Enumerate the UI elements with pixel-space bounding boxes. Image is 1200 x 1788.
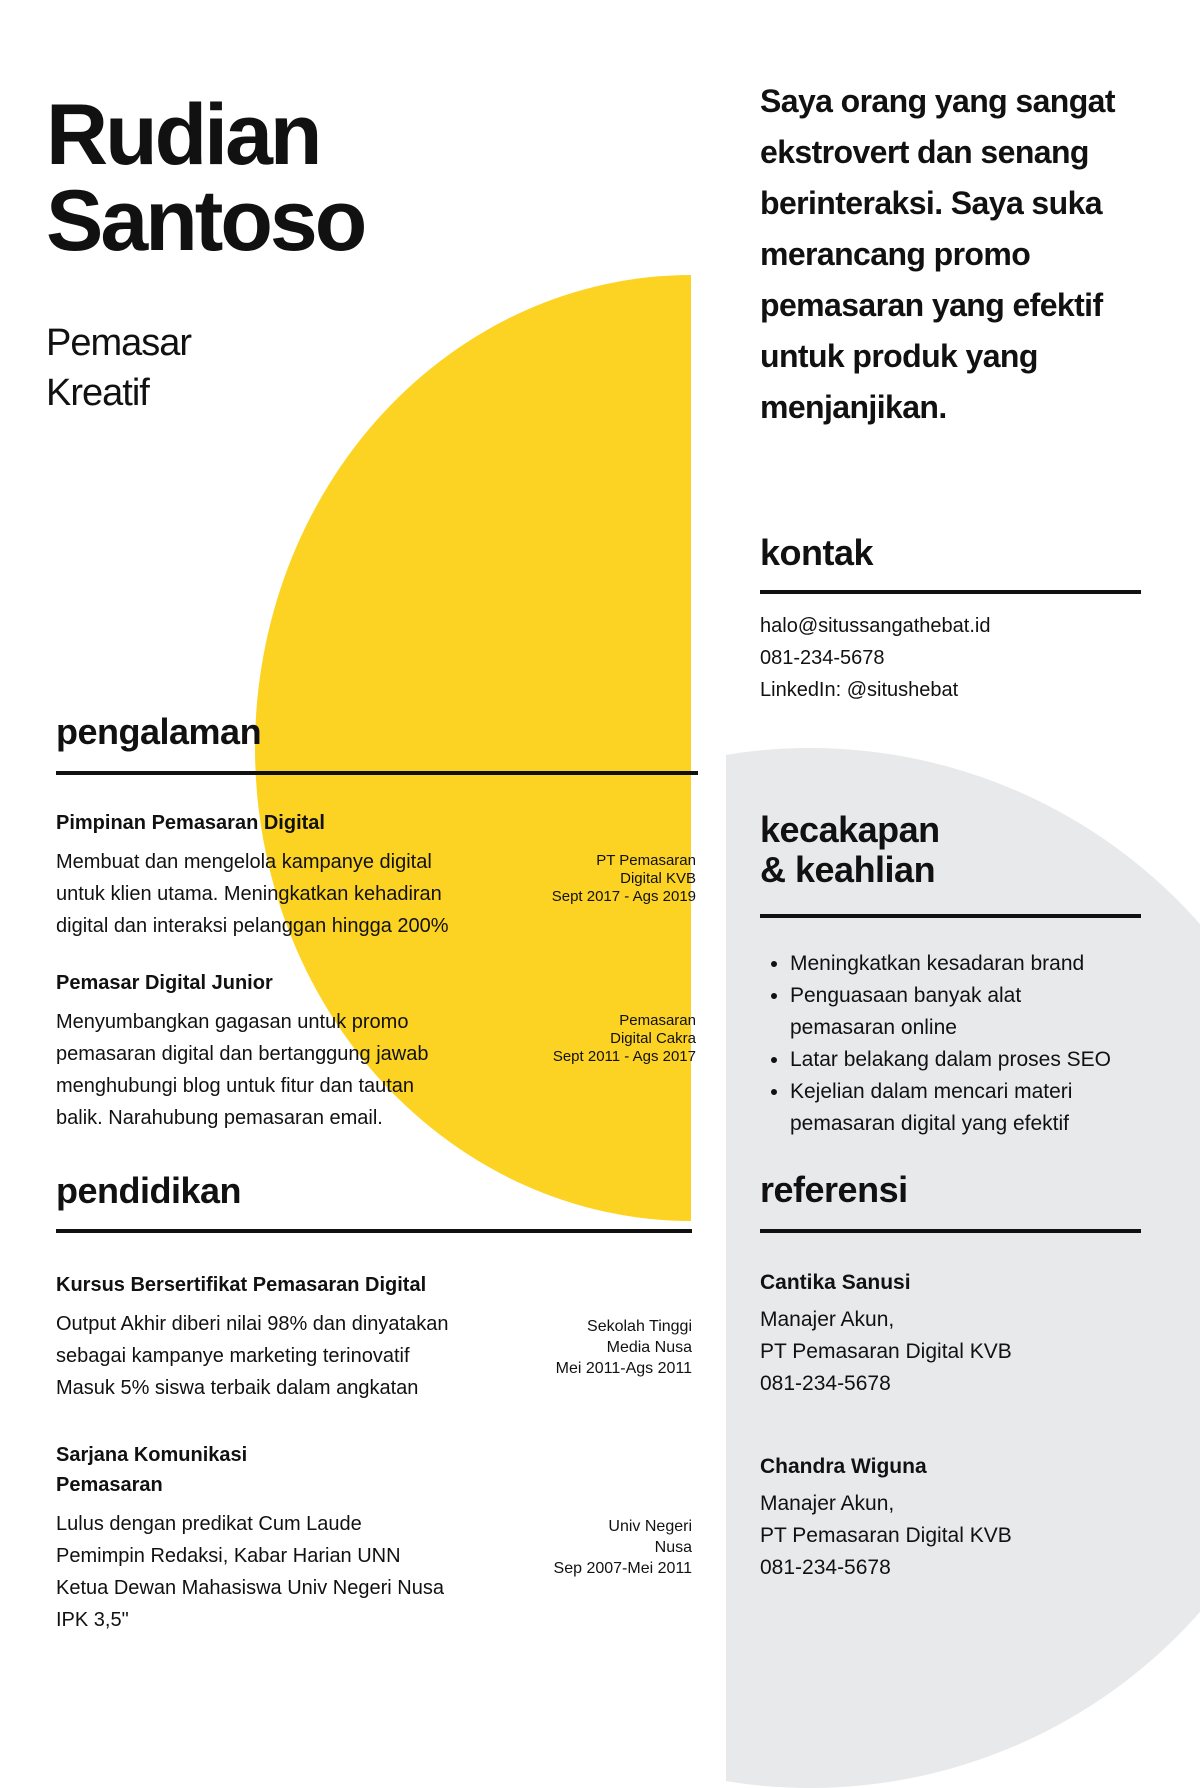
experience-description-line: pemasaran digital dan bertanggung jawab [56, 1043, 429, 1065]
skill-text: • Kejelian dalam mencari materi [790, 1080, 1073, 1103]
experience-meta [552, 852, 696, 906]
education-description-line: Pemimpin Redaksi, Kabar Harian UNN [56, 1545, 401, 1567]
reference-position: Manajer Akun, [760, 1308, 895, 1331]
education-meta-line: Media Nusa [606, 1339, 692, 1356]
skill-text: • Meningkatkan kesadaran brand [790, 952, 1085, 975]
education-item [56, 1270, 692, 1404]
skill-text: • Penguasaan banyak alat [790, 984, 1022, 1007]
experience-title: pengalaman [56, 711, 262, 752]
experience-description-line: untuk klien utama. Meningkatkan kehadiran [56, 883, 442, 905]
education-description-line: Lulus dengan predikat Cum Laude [56, 1513, 362, 1535]
education-item [56, 1440, 692, 1636]
skills-title-line: & keahlian [760, 849, 936, 890]
contact-phone[interactable]: 081-234-5678 [760, 647, 885, 669]
experience-description-line: menghubungi blog untuk fitur dan tautan [56, 1075, 415, 1097]
reference-item [760, 1452, 1160, 1584]
role-line: Kreatif [46, 372, 149, 414]
education-title-line: Kursus Bersertifikat Pemasaran Digital [56, 1274, 427, 1296]
skill-item [790, 1044, 1160, 1076]
references-title: referensi [760, 1169, 908, 1210]
reference-phone[interactable]: 081-234-5678 [760, 1372, 891, 1395]
experience-item [56, 970, 696, 1134]
education-title [56, 1270, 692, 1300]
name-heading [46, 87, 365, 269]
role-line: Pemasar [46, 322, 192, 364]
education-meta-line: Univ Negeri [608, 1518, 692, 1535]
education-description-line: Ketua Dewan Mahasiswa Univ Negeri Nusa [56, 1577, 444, 1599]
contact-details [760, 610, 990, 706]
education-meta [554, 1516, 692, 1579]
experience-meta-line: Sept 2017 - Ags 2019 [551, 888, 696, 905]
first-name: Rudian [46, 87, 320, 183]
profile-summary: Saya orang yang sangat ekstrovert dan senang berinteraksi. Saya suka merancang promo pemasaran yang efektif untuk produk yang menjanjikan. [760, 83, 1115, 425]
skills-list-wrap [760, 948, 1160, 1140]
skills-title [760, 810, 940, 890]
education-description-line: Output Akhir diberi nilai 98% dan dinyatakan [56, 1313, 449, 1335]
education-meta-line: Sep 2007-Mei 2011 [553, 1560, 692, 1577]
skill-text: • Latar belakang dalam proses SEO [790, 1048, 1112, 1071]
skill-item [790, 948, 1160, 980]
reference-name: Chandra Wiguna [760, 1455, 927, 1478]
experience-meta-line: Pemasaran [619, 1012, 696, 1029]
education-title: pendidikan [56, 1170, 242, 1211]
experience-meta-line: PT Pemasaran [596, 852, 696, 869]
experience-meta-line: Sept 2011 - Ags 2017 [552, 1048, 696, 1065]
education-meta-line: Mei 2011-Ags 2011 [555, 1360, 692, 1377]
experience-meta-line: Digital KVB [620, 870, 696, 887]
reference-phone[interactable]: 081-234-5678 [760, 1556, 891, 1579]
experience-role: Pemasar Digital Junior [56, 972, 273, 994]
last-name: Santoso [46, 173, 365, 269]
education-description-line: sebagai kampanye marketing terinovatif [56, 1345, 410, 1367]
job-role [46, 318, 191, 418]
education-description-line: Masuk 5% siswa terbaik dalam angkatan [56, 1377, 419, 1399]
reference-item [760, 1268, 1160, 1400]
experience-divider [56, 771, 698, 775]
experience-description-line: Menyumbangkan gagasan untuk promo [56, 1011, 409, 1033]
contact-email[interactable]: halo@situssangathebat.id [760, 615, 991, 637]
experience-description-line: digital dan interaksi pelanggan hingga 200% [56, 915, 449, 937]
experience-role: Pimpinan Pemasaran Digital [56, 812, 325, 834]
education-divider [56, 1229, 692, 1233]
reference-position: Manajer Akun, [760, 1492, 895, 1515]
contact-title: kontak [760, 532, 874, 573]
experience-meta-line: Digital Cakra [610, 1030, 696, 1047]
skills-title-line: kecakapan [760, 809, 940, 850]
experience-description-line: Membuat dan mengelola kampanye digital [56, 851, 432, 873]
contact-linkedin[interactable]: LinkedIn: @situshebat [760, 679, 959, 701]
experience-meta [553, 1012, 696, 1066]
skill-text: pemasaran digital yang efektif [790, 1112, 1069, 1135]
education-meta-line: Nusa [654, 1539, 692, 1556]
contact-divider [760, 590, 1141, 594]
experience-item [56, 810, 696, 942]
education-title-line: Pemasaran [56, 1474, 163, 1496]
skills-list [760, 948, 1160, 1140]
experience-description-line: balik. Narahubung pemasaran email. [56, 1107, 383, 1129]
education-meta [556, 1316, 692, 1379]
references-divider [760, 1229, 1141, 1233]
reference-company: PT Pemasaran Digital KVB [760, 1340, 1012, 1363]
skills-divider [760, 914, 1141, 918]
education-description-line: IPK 3,5" [56, 1609, 129, 1631]
education-title-line: Sarjana Komunikasi [56, 1444, 248, 1466]
education-meta-line: Sekolah Tinggi [587, 1318, 692, 1335]
skill-item [790, 980, 1160, 1044]
education-title [56, 1440, 692, 1500]
skill-text: pemasaran online [790, 1016, 957, 1039]
reference-name: Cantika Sanusi [760, 1271, 911, 1294]
reference-company: PT Pemasaran Digital KVB [760, 1524, 1012, 1547]
skill-item [790, 1076, 1160, 1140]
